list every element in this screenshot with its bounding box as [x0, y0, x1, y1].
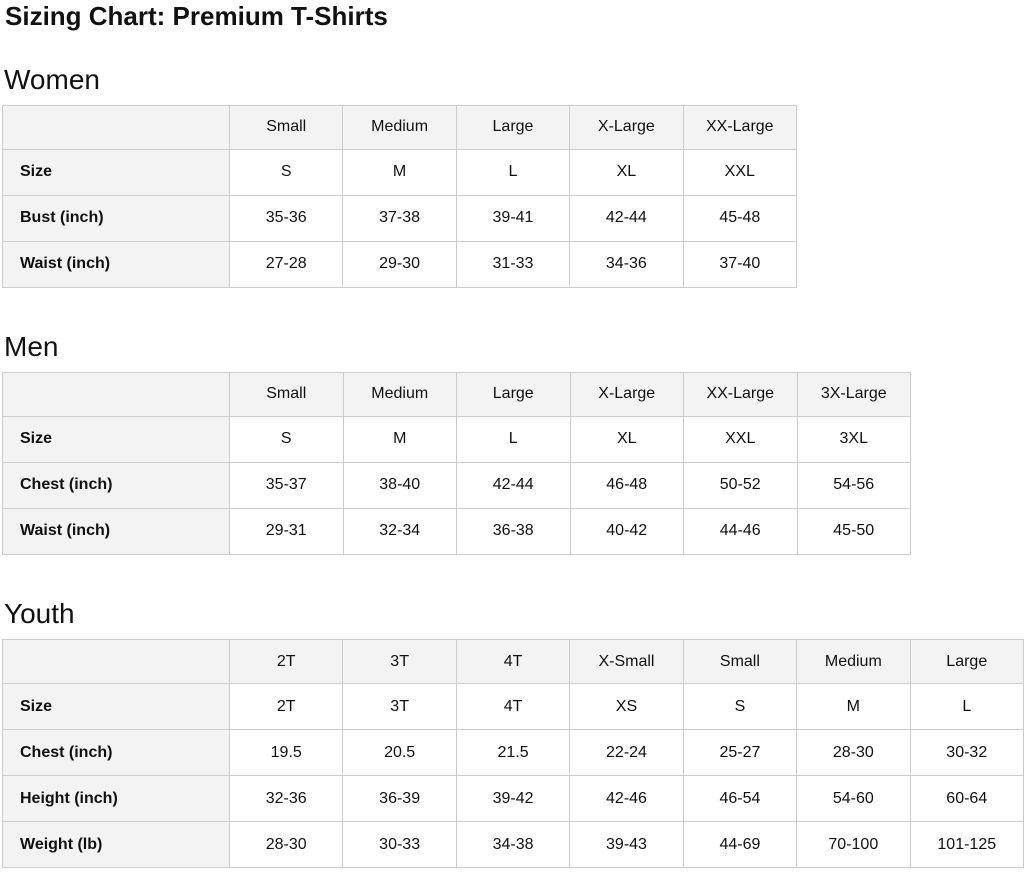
row-label: Waist (inch) — [3, 241, 230, 287]
data-cell: 40-42 — [570, 508, 684, 554]
data-cell: 32-34 — [343, 508, 457, 554]
data-cell: 28-30 — [230, 822, 343, 868]
column-header: Large — [456, 105, 569, 149]
data-cell: 30-33 — [343, 822, 456, 868]
size-section-women — [2, 64, 1024, 288]
data-cell: 50-52 — [684, 462, 798, 508]
section-heading-women: Women — [4, 63, 100, 95]
data-cell: L — [910, 684, 1023, 730]
row-label: Weight (lb) — [3, 822, 230, 868]
row-label: Size — [3, 149, 230, 195]
table-header-row — [3, 372, 911, 416]
data-cell: 34-36 — [570, 241, 683, 287]
size-section-youth — [2, 598, 1024, 868]
data-cell: 38-40 — [343, 462, 457, 508]
size-table — [2, 105, 797, 288]
data-cell: 34-38 — [456, 822, 569, 868]
row-label: Height (inch) — [3, 776, 230, 822]
data-cell: 54-60 — [797, 776, 910, 822]
column-header: Small — [230, 372, 344, 416]
data-cell: 27-28 — [230, 241, 343, 287]
data-cell: XL — [570, 416, 684, 462]
corner-cell — [3, 105, 230, 149]
column-header: X-Large — [570, 105, 683, 149]
column-header: Small — [683, 640, 796, 684]
table-row — [3, 149, 797, 195]
table-row — [3, 684, 1024, 730]
data-cell: 22-24 — [570, 730, 683, 776]
table-row — [3, 241, 797, 287]
data-cell: L — [457, 416, 571, 462]
column-header: XX-Large — [683, 105, 796, 149]
data-cell: 36-39 — [343, 776, 456, 822]
data-cell: M — [797, 684, 910, 730]
data-cell: 3XL — [797, 416, 911, 462]
data-cell: 39-43 — [570, 822, 683, 868]
data-cell: 21.5 — [456, 730, 569, 776]
data-cell: 42-46 — [570, 776, 683, 822]
data-cell: 54-56 — [797, 462, 911, 508]
data-cell: 25-27 — [683, 730, 796, 776]
column-header: 3T — [343, 640, 456, 684]
column-header: Small — [230, 105, 343, 149]
section-heading-youth: Youth — [4, 597, 75, 629]
table-row — [3, 508, 911, 554]
data-cell: 31-33 — [456, 241, 569, 287]
data-cell: 39-41 — [456, 195, 569, 241]
column-header: Medium — [343, 105, 456, 149]
table-header-row — [3, 640, 1024, 684]
column-header: XX-Large — [684, 372, 798, 416]
size-section-men — [2, 331, 1024, 555]
data-cell: 70-100 — [797, 822, 910, 868]
data-cell: 101-125 — [910, 822, 1023, 868]
table-row — [3, 462, 911, 508]
row-label: Chest (inch) — [3, 730, 230, 776]
data-cell: 29-30 — [343, 241, 456, 287]
data-cell: 44-46 — [684, 508, 798, 554]
data-cell: 20.5 — [343, 730, 456, 776]
table-row — [3, 416, 911, 462]
page-title: Sizing Chart: Premium T-Shirts — [5, 1, 388, 31]
data-cell: 45-50 — [797, 508, 911, 554]
data-cell: M — [343, 149, 456, 195]
data-cell: 60-64 — [910, 776, 1023, 822]
table-row — [3, 730, 1024, 776]
data-cell: 19.5 — [230, 730, 343, 776]
data-cell: 28-30 — [797, 730, 910, 776]
data-cell: 3T — [343, 684, 456, 730]
data-cell: XS — [570, 684, 683, 730]
column-header: 2T — [230, 640, 343, 684]
data-cell: XXL — [683, 149, 796, 195]
data-cell: 37-38 — [343, 195, 456, 241]
data-cell: S — [683, 684, 796, 730]
data-cell: 2T — [230, 684, 343, 730]
table-row — [3, 195, 797, 241]
row-label: Size — [3, 684, 230, 730]
data-cell: 45-48 — [683, 195, 796, 241]
size-table — [2, 639, 1024, 868]
data-cell: 42-44 — [457, 462, 571, 508]
table-row — [3, 776, 1024, 822]
size-table — [2, 372, 911, 555]
column-header: 4T — [456, 640, 569, 684]
data-cell: XL — [570, 149, 683, 195]
data-cell: 42-44 — [570, 195, 683, 241]
data-cell: 36-38 — [457, 508, 571, 554]
data-cell: S — [230, 149, 343, 195]
column-header: Large — [910, 640, 1023, 684]
row-label: Chest (inch) — [3, 462, 230, 508]
data-cell: 30-32 — [910, 730, 1023, 776]
corner-cell — [3, 372, 230, 416]
data-cell: 46-48 — [570, 462, 684, 508]
data-cell: 37-40 — [683, 241, 796, 287]
sections-container — [2, 64, 1024, 869]
column-header: X-Large — [570, 372, 684, 416]
data-cell: 46-54 — [683, 776, 796, 822]
section-heading-men: Men — [4, 330, 59, 362]
data-cell: L — [456, 149, 569, 195]
table-header-row — [3, 105, 797, 149]
row-label: Bust (inch) — [3, 195, 230, 241]
column-header: Medium — [797, 640, 910, 684]
data-cell: 4T — [456, 684, 569, 730]
column-header: Large — [457, 372, 571, 416]
table-row — [3, 822, 1024, 868]
data-cell: 29-31 — [230, 508, 344, 554]
data-cell: M — [343, 416, 457, 462]
data-cell: 39-42 — [456, 776, 569, 822]
data-cell: XXL — [684, 416, 798, 462]
column-header: Medium — [343, 372, 457, 416]
column-header: 3X-Large — [797, 372, 911, 416]
data-cell: 35-37 — [230, 462, 344, 508]
data-cell: S — [230, 416, 344, 462]
corner-cell — [3, 640, 230, 684]
column-header: X-Small — [570, 640, 683, 684]
data-cell: 44-69 — [683, 822, 796, 868]
data-cell: 35-36 — [230, 195, 343, 241]
data-cell: 32-36 — [230, 776, 343, 822]
row-label: Waist (inch) — [3, 508, 230, 554]
row-label: Size — [3, 416, 230, 462]
